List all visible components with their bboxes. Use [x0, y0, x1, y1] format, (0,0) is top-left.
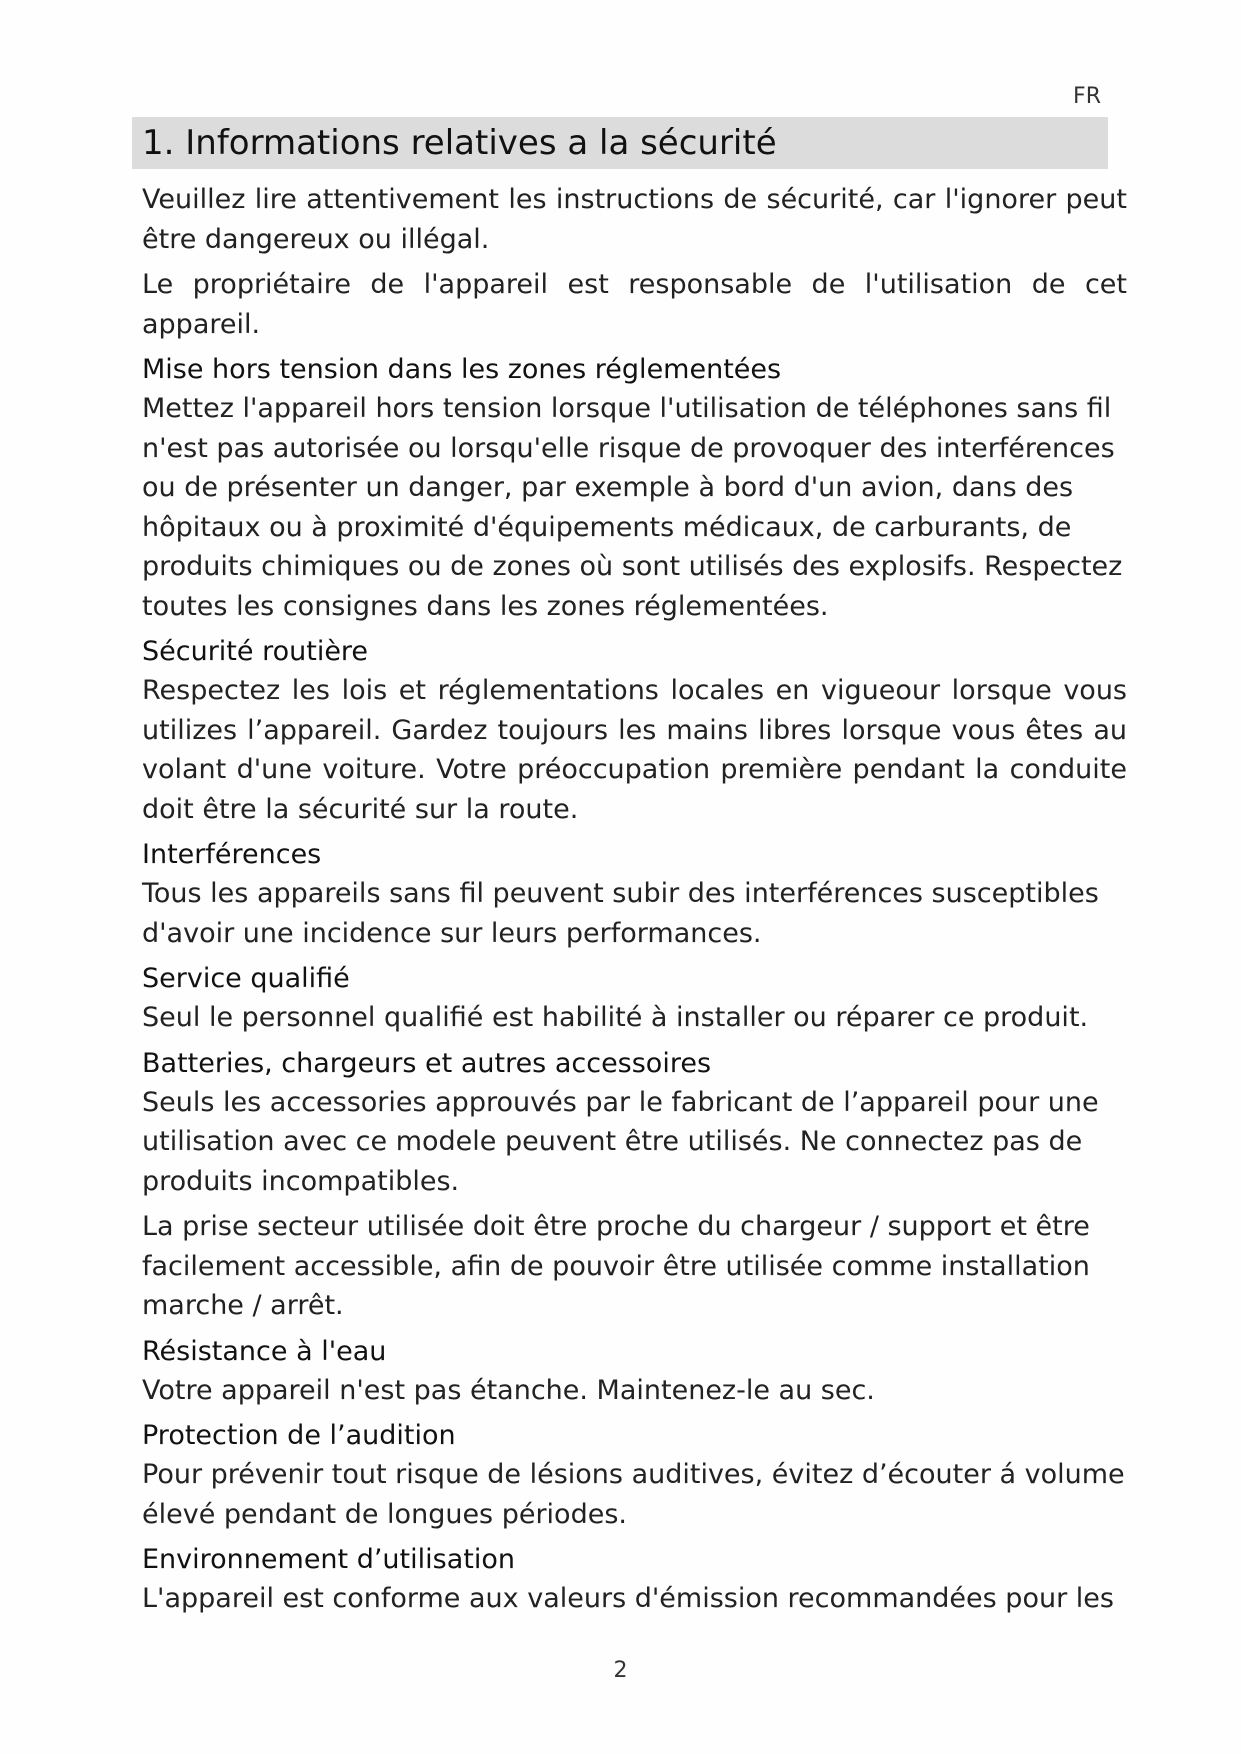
intro-paragraph: Le propriétaire de l'appareil est responsable de l'utilisation de cet appareil.: [142, 269, 1127, 340]
section-heading: Sécurité routière: [142, 636, 369, 667]
section-heading: Protection de l’audition: [142, 1420, 456, 1451]
section-heading: Mise hors tension dans les zones réglementées: [142, 354, 782, 385]
section-heading: Résistance à l'eau: [142, 1335, 387, 1367]
section-paragraph: La prise secteur utilisée doit être proche du chargeur / support et être facilement accessible, afin de pouvoir être utilisée comme installation marche / arrêt.: [142, 1211, 1090, 1321]
language-label: FR: [1073, 84, 1101, 109]
page-title: 1. Informations relatives a la sécurité: [142, 123, 777, 163]
section-paragraph: Tous les appareils sans fil peuvent subir des interférences susceptibles d'avoir une incidence sur leurs performances.: [142, 878, 1099, 949]
section-paragraph: Respectez les lois et réglementations locales en vigueour lorsque vous utilizes l’appareil. Gardez toujours les mains libres lorsque vous êtes au volant d'une voiture. Votre préoccupation première pendant la conduite doit être la sécurité sur la route.: [142, 675, 1127, 825]
section-heading: Batteries, chargeurs et autres accessoires: [142, 1047, 712, 1079]
section-heading: Interférences: [142, 839, 322, 870]
section-paragraph: Votre appareil n'est pas étanche. Maintenez-le au sec.: [142, 1374, 875, 1406]
document-body: [142, 180, 1127, 1625]
section-heading: Service qualifié: [142, 963, 350, 994]
page-number: 2: [613, 1658, 628, 1683]
intro-paragraph: Veuillez lire attentivement les instructions de sécurité, car l'ignorer peut être dangereux ou illégal.: [142, 184, 1127, 255]
section-paragraph: Pour prévenir tout risque de lésions auditives, évitez d’écouter á volume élevé pendant de longues périodes.: [142, 1459, 1125, 1530]
section-paragraph: L'appareil est conforme aux valeurs d'émission recommandées pour les: [142, 1583, 1114, 1614]
section-title-bar: [132, 117, 1108, 169]
section-heading: Environnement d’utilisation: [142, 1544, 515, 1575]
section-paragraph: Seuls les accessories approuvés par le fabricant de l’appareil pour une utilisation avec ce modele peuvent être utilisés. Ne connectez pas de produits incompatibles.: [142, 1086, 1099, 1197]
section-paragraph: Seul le personnel qualifié est habilité à installer ou réparer ce produit.: [142, 1002, 1089, 1033]
section-paragraph: Mettez l'appareil hors tension lorsque l'utilisation de téléphones sans fil n'est pas autorisée ou lorsqu'elle risque de provoquer des interférences ou de présenter un danger, par exemple à bord d'un avion, dans des hôpitaux ou à proximité d'équipements médicaux, de carburants, de produits chimiques ou de zones où sont utilisés des explosifs. Respectez toutes les consignes dans les zones réglementées.: [142, 393, 1123, 622]
